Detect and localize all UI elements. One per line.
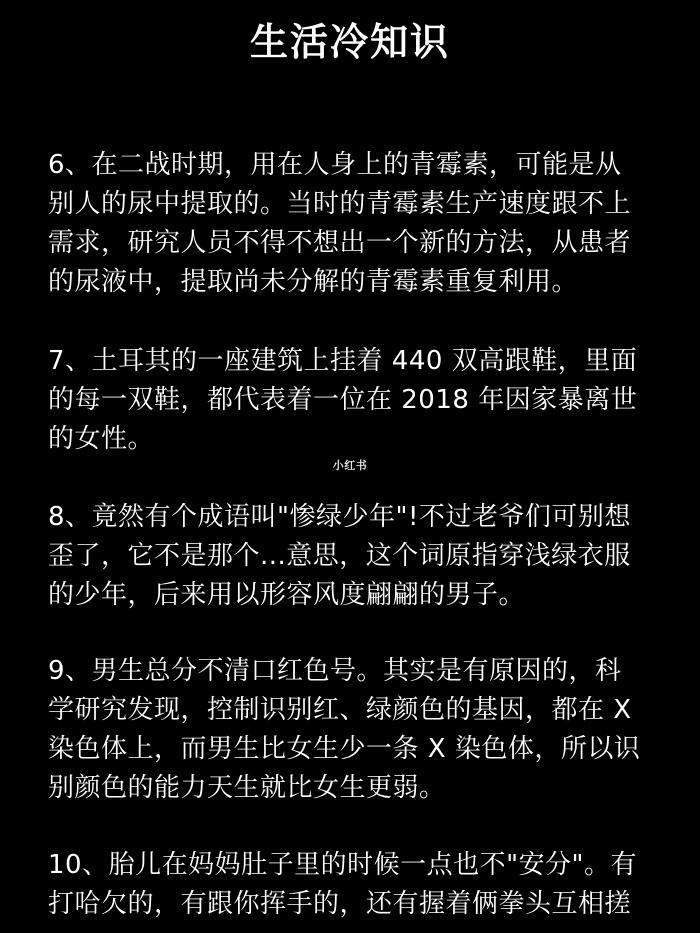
fact-line: 的每一双鞋，都代表着一位在 2018 年因家暴离世 [48,385,638,415]
fact-7 [48,342,660,459]
fact-line: 别人的尿中提取的。当时的青霉素生产速度跟不上 [48,189,632,219]
fact-line: 6、在二战时期，用在人身上的青霉素，可能是从 [48,150,622,180]
fact-line: 学研究发现，控制识别红、绿颜色的基因，都在 X [48,695,632,725]
fact-9 [48,652,660,808]
fact-line: 10、胎儿在妈妈肚子里的时候一点也不"安分"。有 [48,850,638,880]
fact-line: 9、男生总分不清口红色号。其实是有原因的，科 [48,656,622,686]
fact-line: 别颜色的能力天生就比女生更弱。 [48,773,446,803]
fact-line: 的少年，后来用以形容风度翩翩的男子。 [48,580,526,610]
xiaohongshu-watermark: 小红书 [332,459,368,472]
fact-line: 的女性。 [48,424,155,454]
fact-line: 染色体上，而男生比女生少一条 X 染色体，所以识 [48,734,641,764]
fact-line: 打哈欠的，有跟你挥手的，还有握着俩拳头互相搓 [48,889,632,919]
fact-line: 的尿液中，提取尚未分解的青霉素重复利用。 [48,267,579,297]
fact-line: 需求，研究人员不得不想出一个新的方法，从患者 [48,228,632,258]
page-title: 生活冷知识 [249,20,450,64]
fact-10 [48,846,660,924]
fact-line: 歪了，它不是那个...意思，这个词原指穿浅绿衣服 [48,541,631,571]
fact-8 [48,498,660,615]
fact-line: 8、竟然有个成语叫"惨绿少年"!不过老爷们可别想 [48,502,631,532]
fact-line: 7、土耳其的一座建筑上挂着 440 双高跟鞋，里面 [48,346,638,376]
fact-6 [48,146,660,302]
